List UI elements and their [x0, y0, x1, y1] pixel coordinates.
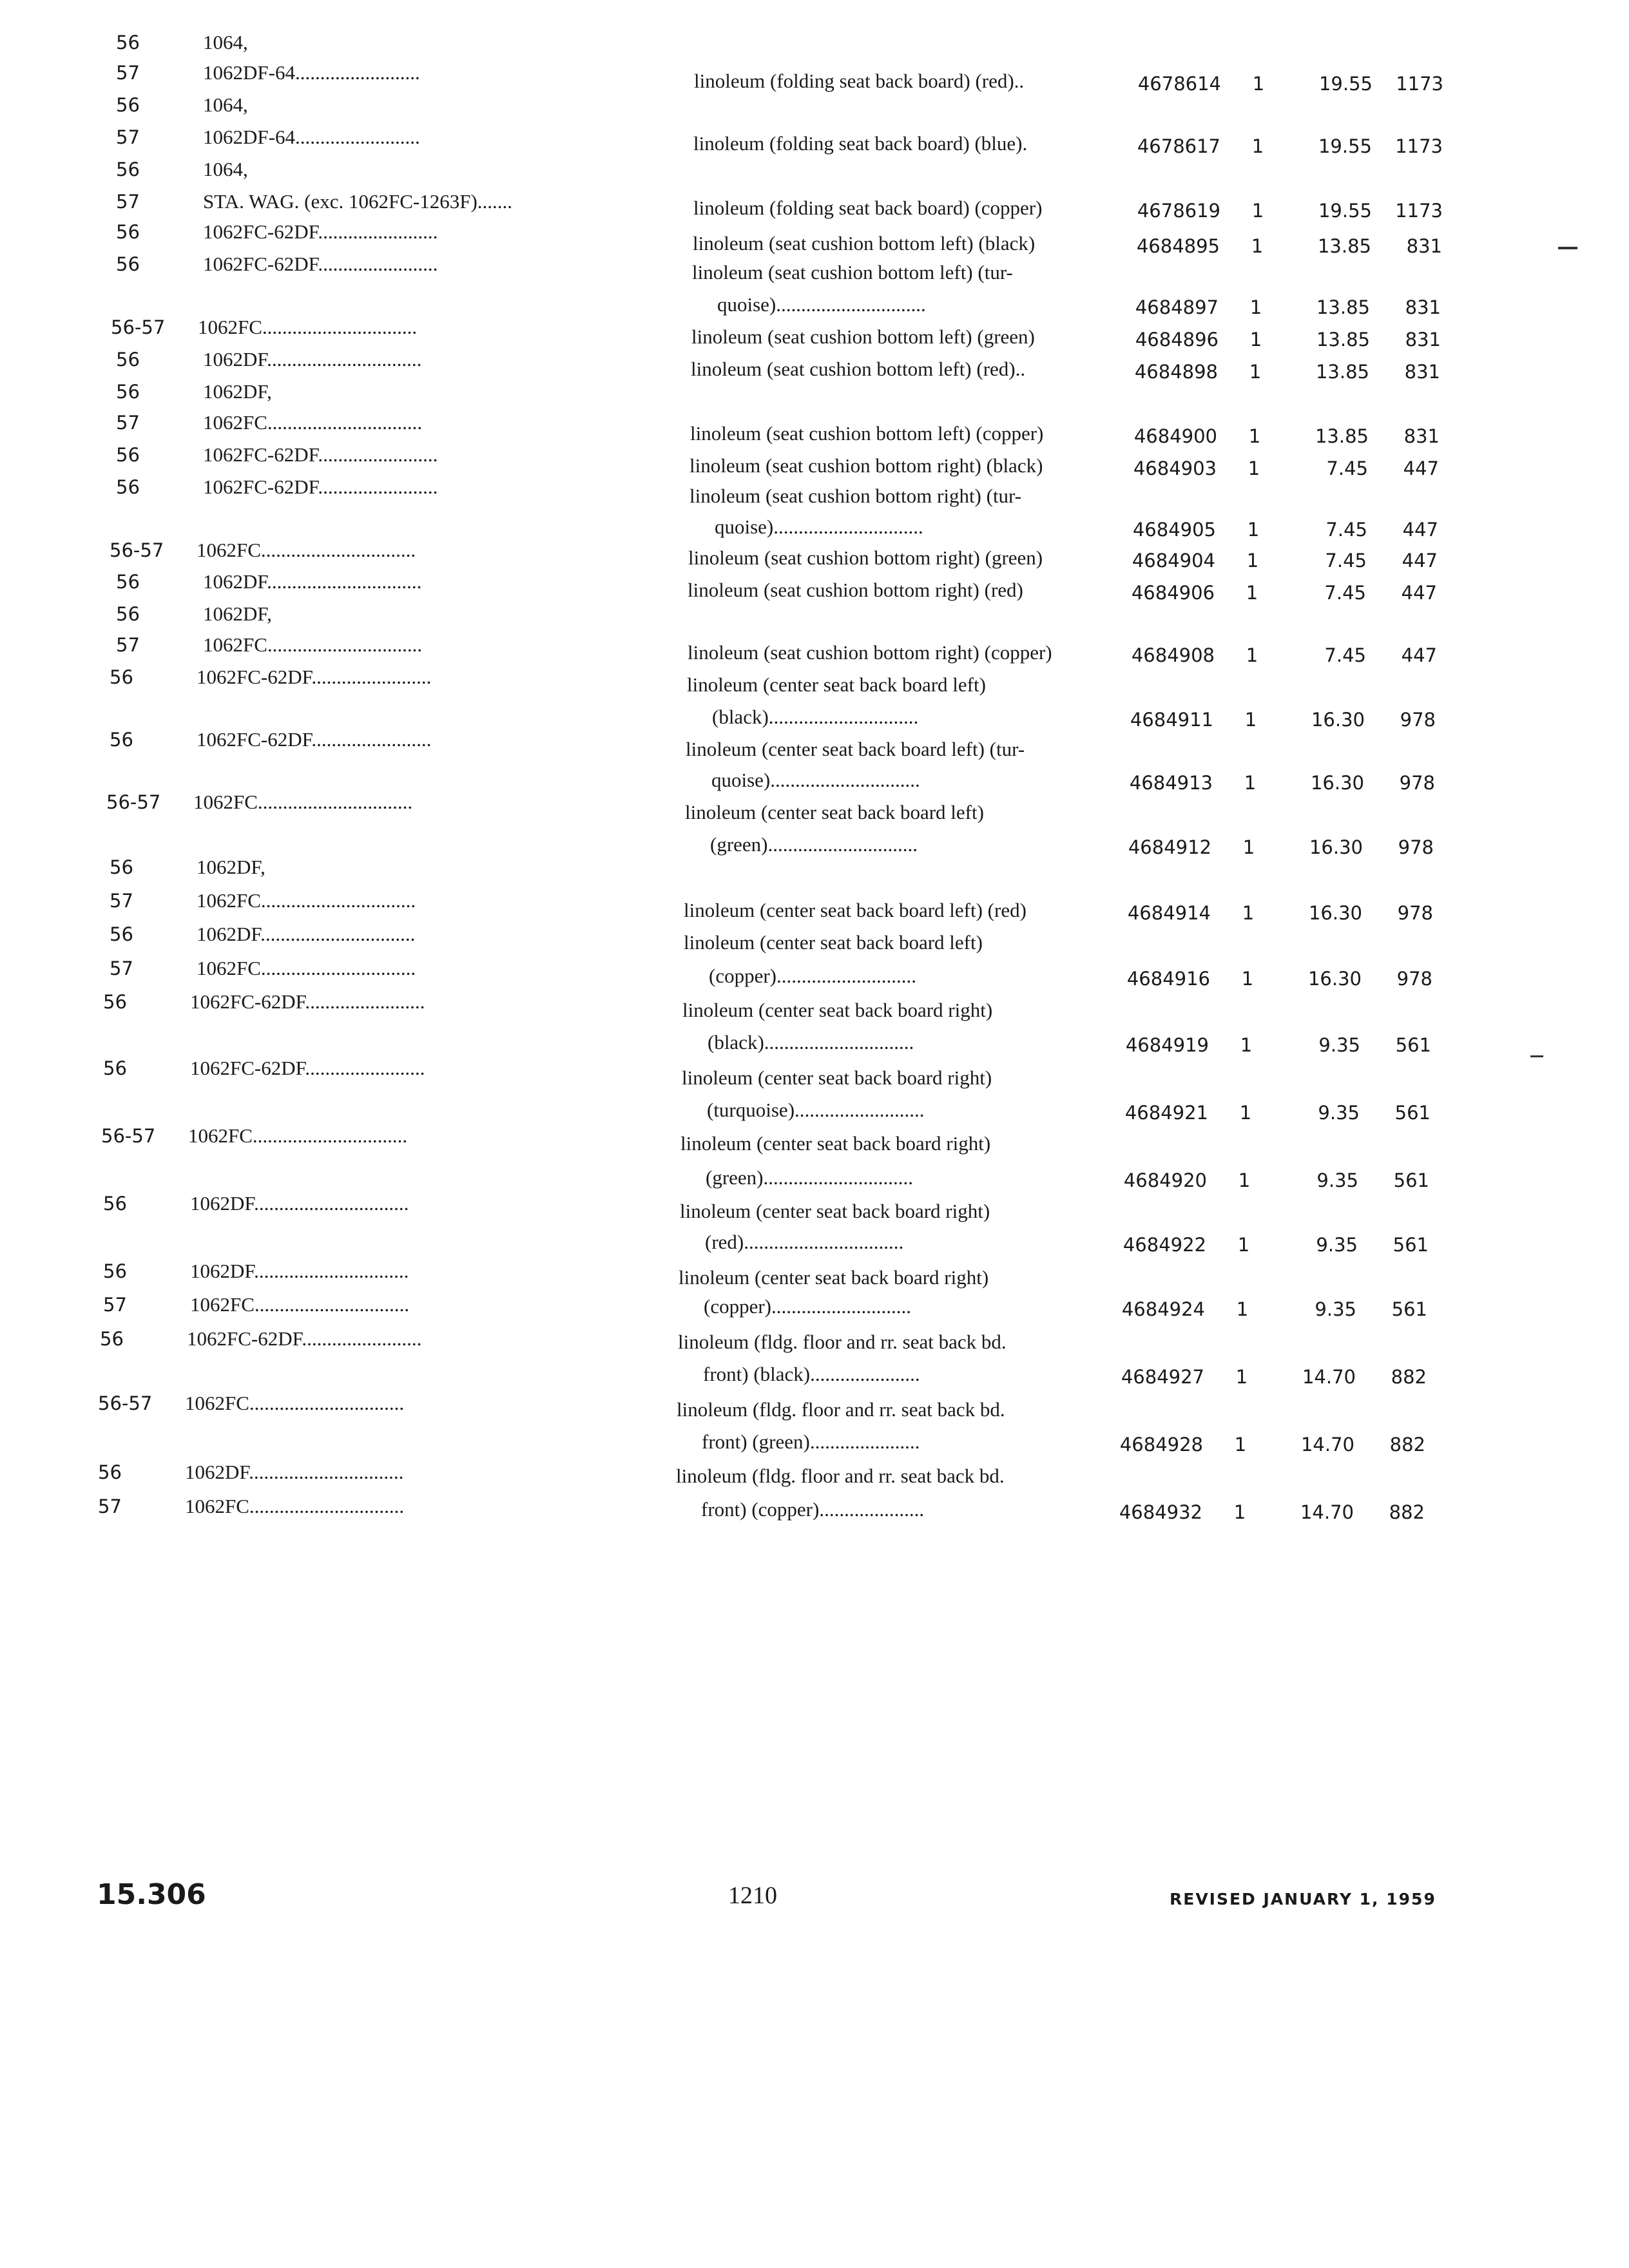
part-number: 4684924	[1121, 1298, 1205, 1320]
model-year: 56	[116, 381, 140, 403]
price-code: 447	[1403, 457, 1439, 479]
part-description: (copper)............................	[709, 965, 916, 987]
list-price: 9.35	[1315, 1298, 1356, 1320]
page-number: 1210	[728, 1882, 777, 1909]
part-description: linoleum (center seat back board left)	[684, 931, 983, 954]
model-number: 1062FC-62DF........................	[203, 253, 438, 275]
part-number: 4684920	[1123, 1169, 1207, 1191]
price-code: 882	[1389, 1434, 1425, 1456]
list-price: 7.45	[1325, 550, 1367, 572]
price-code: 978	[1399, 772, 1435, 794]
part-number: 4684912	[1128, 836, 1211, 858]
model-year: 57	[116, 191, 140, 213]
model-number: 1062FC...............................	[198, 316, 418, 338]
price-code: 831	[1406, 235, 1442, 257]
model-number: 1064,	[203, 158, 248, 180]
model-year: 56	[116, 159, 140, 180]
quantity: 1	[1249, 296, 1262, 318]
model-number: 1062DF...............................	[203, 570, 422, 593]
list-price: 16.30	[1308, 902, 1362, 924]
model-number: 1062FC...............................	[197, 957, 416, 979]
revised-date: REVISED JANUARY 1, 1959	[1170, 1890, 1436, 1908]
list-price: 9.35	[1318, 1034, 1360, 1056]
model-year: 56	[116, 349, 140, 370]
model-number: 1062DF,	[203, 380, 272, 403]
price-code: 831	[1403, 425, 1440, 447]
part-description: linoleum (seat cushion bottom left) (tur-	[692, 261, 1013, 284]
list-price: 13.85	[1316, 329, 1370, 351]
price-code: 447	[1401, 582, 1437, 604]
model-year: 56	[98, 1461, 122, 1483]
list-price: 16.30	[1307, 968, 1362, 990]
model-number: 1062FC...............................	[188, 1124, 408, 1147]
part-description: linoleum (center seat back board right)	[682, 1066, 992, 1089]
part-description: linoleum (fldg. floor and rr. seat back bd.	[676, 1465, 1005, 1487]
list-price: 14.70	[1302, 1366, 1356, 1388]
model-number: 1062DF...............................	[190, 1192, 409, 1215]
quantity: 1	[1248, 425, 1261, 447]
part-description: front) (copper).....................	[701, 1498, 925, 1521]
part-description: quoise)..............................	[711, 769, 920, 791]
list-price: 13.85	[1315, 425, 1369, 447]
section-number: 15.306	[97, 1878, 206, 1911]
margin-mark	[1530, 1055, 1543, 1057]
part-number: 4684913	[1129, 772, 1213, 794]
list-price: 14.70	[1300, 1434, 1354, 1456]
model-number: 1062FC...............................	[193, 791, 413, 813]
model-year: 57	[116, 126, 140, 148]
model-number: 1062FC-62DF........................	[197, 666, 432, 688]
model-number: 1062FC...............................	[197, 889, 416, 912]
part-description: linoleum (seat cushion bottom left) (copper)	[690, 422, 1044, 445]
part-number: 4684898	[1134, 361, 1218, 383]
part-description: front) (black)......................	[703, 1363, 920, 1385]
part-description: linoleum (seat cushion bottom left) (black)	[693, 232, 1036, 255]
list-price: 16.30	[1309, 836, 1363, 858]
part-description: (black)..............................	[708, 1031, 914, 1053]
model-number: 1062FC-62DF........................	[203, 220, 438, 243]
part-number: 4678617	[1137, 135, 1220, 157]
model-year: 56	[116, 571, 140, 593]
quantity: 1	[1249, 329, 1262, 351]
model-number: 1062DF,	[203, 602, 272, 625]
model-year: 57	[98, 1495, 122, 1517]
quantity: 1	[1251, 200, 1264, 222]
model-number: 1062FC...............................	[185, 1495, 405, 1517]
part-description: linoleum (center seat back board left) (red)	[684, 899, 1027, 921]
price-code: 978	[1400, 709, 1436, 731]
list-price: 7.45	[1326, 457, 1368, 479]
model-year: 56	[116, 94, 140, 116]
model-year: 57	[110, 890, 133, 912]
quantity: 1	[1242, 902, 1255, 924]
part-number: 4684903	[1133, 457, 1217, 479]
model-number: 1062DF...............................	[197, 923, 416, 945]
quantity: 1	[1251, 235, 1264, 257]
part-description: linoleum (folding seat back board) (blue).	[693, 132, 1028, 155]
quantity: 1	[1239, 1102, 1252, 1124]
model-number: STA. WAG. (exc. 1062FC-1263F).......	[203, 190, 513, 213]
model-year: 56	[116, 603, 140, 625]
model-number: 1062FC...............................	[185, 1392, 405, 1414]
model-number: 1062DF...............................	[185, 1461, 404, 1483]
model-number: 1062FC-62DF........................	[190, 990, 425, 1013]
part-number: 4684896	[1135, 329, 1219, 351]
list-price: 9.35	[1316, 1234, 1358, 1256]
quantity: 1	[1240, 1034, 1253, 1056]
model-year: 56	[110, 856, 133, 878]
part-number: 4684914	[1127, 902, 1211, 924]
part-description: linoleum (center seat back board left)	[687, 673, 986, 696]
list-price: 16.30	[1310, 772, 1364, 794]
model-number: 1064,	[203, 31, 248, 53]
part-description: linoleum (seat cushion bottom right) (black)	[689, 454, 1043, 477]
quantity: 1	[1249, 361, 1262, 383]
part-number: 4684904	[1132, 550, 1215, 572]
part-description: linoleum (seat cushion bottom right) (green)	[688, 546, 1043, 569]
quantity: 1	[1238, 1169, 1251, 1191]
quantity: 1	[1234, 1434, 1247, 1456]
quantity: 1	[1246, 550, 1259, 572]
part-description: (black)..............................	[712, 706, 919, 728]
part-description: (green)..............................	[710, 833, 918, 856]
model-number: 1064,	[203, 93, 248, 116]
price-code: 561	[1395, 1034, 1431, 1056]
quantity: 1	[1233, 1501, 1246, 1523]
part-number: 4684922	[1123, 1234, 1206, 1256]
part-number: 4678614	[1137, 73, 1221, 95]
list-price: 14.70	[1300, 1501, 1354, 1523]
model-number: 1062DF...............................	[190, 1260, 409, 1282]
model-number: 1062FC...............................	[203, 633, 423, 656]
part-number: 4678619	[1137, 200, 1220, 222]
part-description: linoleum (seat cushion bottom left) (red)..	[691, 358, 1026, 380]
quantity: 1	[1237, 1234, 1250, 1256]
list-price: 7.45	[1324, 582, 1366, 604]
part-description: linoleum (seat cushion bottom right) (copper)	[688, 641, 1052, 664]
model-number: 1062FC-62DF........................	[203, 443, 438, 466]
part-number: 4684928	[1119, 1434, 1203, 1456]
list-price: 7.45	[1324, 644, 1366, 666]
price-code: 978	[1397, 902, 1433, 924]
model-number: 1062DF-64.........................	[203, 126, 420, 148]
part-description: linoleum (center seat back board left)	[685, 801, 984, 823]
price-code: 831	[1405, 329, 1441, 351]
quantity: 1	[1235, 1366, 1248, 1388]
list-price: 9.35	[1318, 1102, 1360, 1124]
quantity: 1	[1241, 968, 1254, 990]
part-number: 4684900	[1133, 425, 1217, 447]
margin-mark	[1558, 247, 1577, 249]
model-year: 56	[103, 1057, 127, 1079]
part-number: 4684927	[1121, 1366, 1204, 1388]
quantity: 1	[1248, 457, 1260, 479]
model-year: 56	[116, 444, 140, 466]
part-number: 4684919	[1125, 1034, 1209, 1056]
part-description: linoleum (seat cushion bottom right) (red)	[688, 579, 1023, 601]
part-description: (turquoise)..........................	[707, 1099, 925, 1121]
model-year: 57	[116, 62, 140, 84]
model-year: 56	[116, 253, 140, 275]
price-code: 561	[1393, 1169, 1429, 1191]
part-number: 4684932	[1119, 1501, 1202, 1523]
price-code: 831	[1405, 296, 1441, 318]
model-year: 56	[103, 991, 127, 1013]
price-code: 1173	[1395, 135, 1443, 157]
quantity: 1	[1244, 772, 1257, 794]
part-description: linoleum (center seat back board right)	[680, 1200, 990, 1222]
part-description: linoleum (fldg. floor and rr. seat back bd.	[677, 1398, 1005, 1421]
part-description: linoleum (folding seat back board) (copper)	[693, 197, 1043, 219]
price-code: 447	[1402, 519, 1438, 541]
model-number: 1062FC-62DF........................	[187, 1327, 422, 1350]
price-code: 831	[1404, 361, 1440, 383]
quantity: 1	[1244, 709, 1257, 731]
part-description: (red)................................	[705, 1231, 904, 1253]
model-year: 57	[116, 634, 140, 656]
model-number: 1062FC...............................	[203, 411, 423, 434]
model-year: 56	[110, 923, 133, 945]
model-year: 56-57	[101, 1125, 156, 1147]
quantity: 1	[1247, 519, 1260, 541]
price-code: 561	[1391, 1298, 1427, 1320]
model-year: 57	[103, 1294, 127, 1316]
part-description: (green)..............................	[706, 1166, 913, 1189]
part-description: linoleum (seat cushion bottom left) (green)	[691, 325, 1035, 348]
list-price: 9.35	[1316, 1169, 1358, 1191]
part-description: linoleum (center seat back board right)	[682, 999, 993, 1021]
model-year: 56	[103, 1260, 127, 1282]
price-code: 882	[1391, 1366, 1427, 1388]
list-price: 13.85	[1317, 235, 1371, 257]
price-code: 1173	[1396, 73, 1443, 95]
model-year: 56-57	[98, 1392, 153, 1414]
price-code: 978	[1398, 836, 1434, 858]
model-year: 57	[110, 957, 133, 979]
list-price: 13.85	[1315, 361, 1369, 383]
model-year: 57	[116, 412, 140, 434]
quantity: 1	[1246, 644, 1258, 666]
part-number: 4684911	[1130, 709, 1213, 731]
model-number: 1062DF...............................	[203, 348, 422, 370]
quantity: 1	[1252, 73, 1265, 95]
model-number: 1062DF,	[197, 856, 265, 878]
part-number: 4684897	[1135, 296, 1219, 318]
price-code: 447	[1401, 644, 1437, 666]
model-year: 56	[103, 1193, 127, 1215]
part-description: front) (green)......................	[702, 1430, 920, 1453]
part-description: quoise)..............................	[717, 293, 926, 316]
list-price: 7.45	[1325, 519, 1367, 541]
model-number: 1062FC-62DF........................	[197, 728, 432, 751]
part-description: linoleum (center seat back board right)	[679, 1266, 989, 1289]
quantity: 1	[1251, 135, 1264, 157]
model-year: 56	[116, 476, 140, 498]
model-year: 56-57	[110, 539, 164, 561]
quantity: 1	[1236, 1298, 1249, 1320]
model-year: 56	[116, 32, 140, 53]
price-code: 561	[1393, 1234, 1429, 1256]
price-code: 978	[1396, 968, 1432, 990]
list-price: 19.55	[1318, 135, 1372, 157]
part-number: 4684905	[1132, 519, 1216, 541]
model-year: 56	[110, 729, 133, 751]
model-year: 56-57	[106, 791, 161, 813]
model-number: 1062FC-62DF........................	[203, 476, 438, 498]
quantity: 1	[1242, 836, 1255, 858]
price-code: 447	[1402, 550, 1438, 572]
part-number: 4684895	[1136, 235, 1220, 257]
price-code: 1173	[1395, 200, 1443, 222]
model-year: 56	[110, 666, 133, 688]
part-description: linoleum (folding seat back board) (red)..	[694, 70, 1025, 92]
list-price: 19.55	[1318, 200, 1372, 222]
part-number: 4684908	[1131, 644, 1215, 666]
quantity: 1	[1246, 582, 1258, 604]
price-code: 561	[1394, 1102, 1431, 1124]
model-year: 56	[116, 221, 140, 243]
part-description: linoleum (center seat back board right)	[680, 1132, 991, 1155]
price-code: 882	[1389, 1501, 1425, 1523]
model-number: 1062FC-62DF........................	[190, 1057, 425, 1079]
model-year: 56	[100, 1328, 124, 1350]
part-description: linoleum (seat cushion bottom right) (tur-	[689, 485, 1022, 507]
part-description: quoise)..............................	[715, 515, 923, 538]
list-price: 13.85	[1316, 296, 1370, 318]
list-price: 19.55	[1318, 73, 1373, 95]
model-number: 1062FC...............................	[190, 1293, 410, 1316]
model-year: 56-57	[111, 316, 166, 338]
part-description: (copper)............................	[704, 1295, 911, 1318]
part-description: linoleum (fldg. floor and rr. seat back bd.	[678, 1331, 1007, 1353]
part-number: 4684921	[1124, 1102, 1208, 1124]
part-number: 4684916	[1126, 968, 1210, 990]
model-number: 1062FC...............................	[197, 539, 416, 561]
list-price: 16.30	[1311, 709, 1365, 731]
part-number: 4684906	[1131, 582, 1215, 604]
model-number: 1062DF-64.........................	[203, 61, 420, 84]
part-description: linoleum (center seat back board left) (tur-	[686, 738, 1025, 760]
